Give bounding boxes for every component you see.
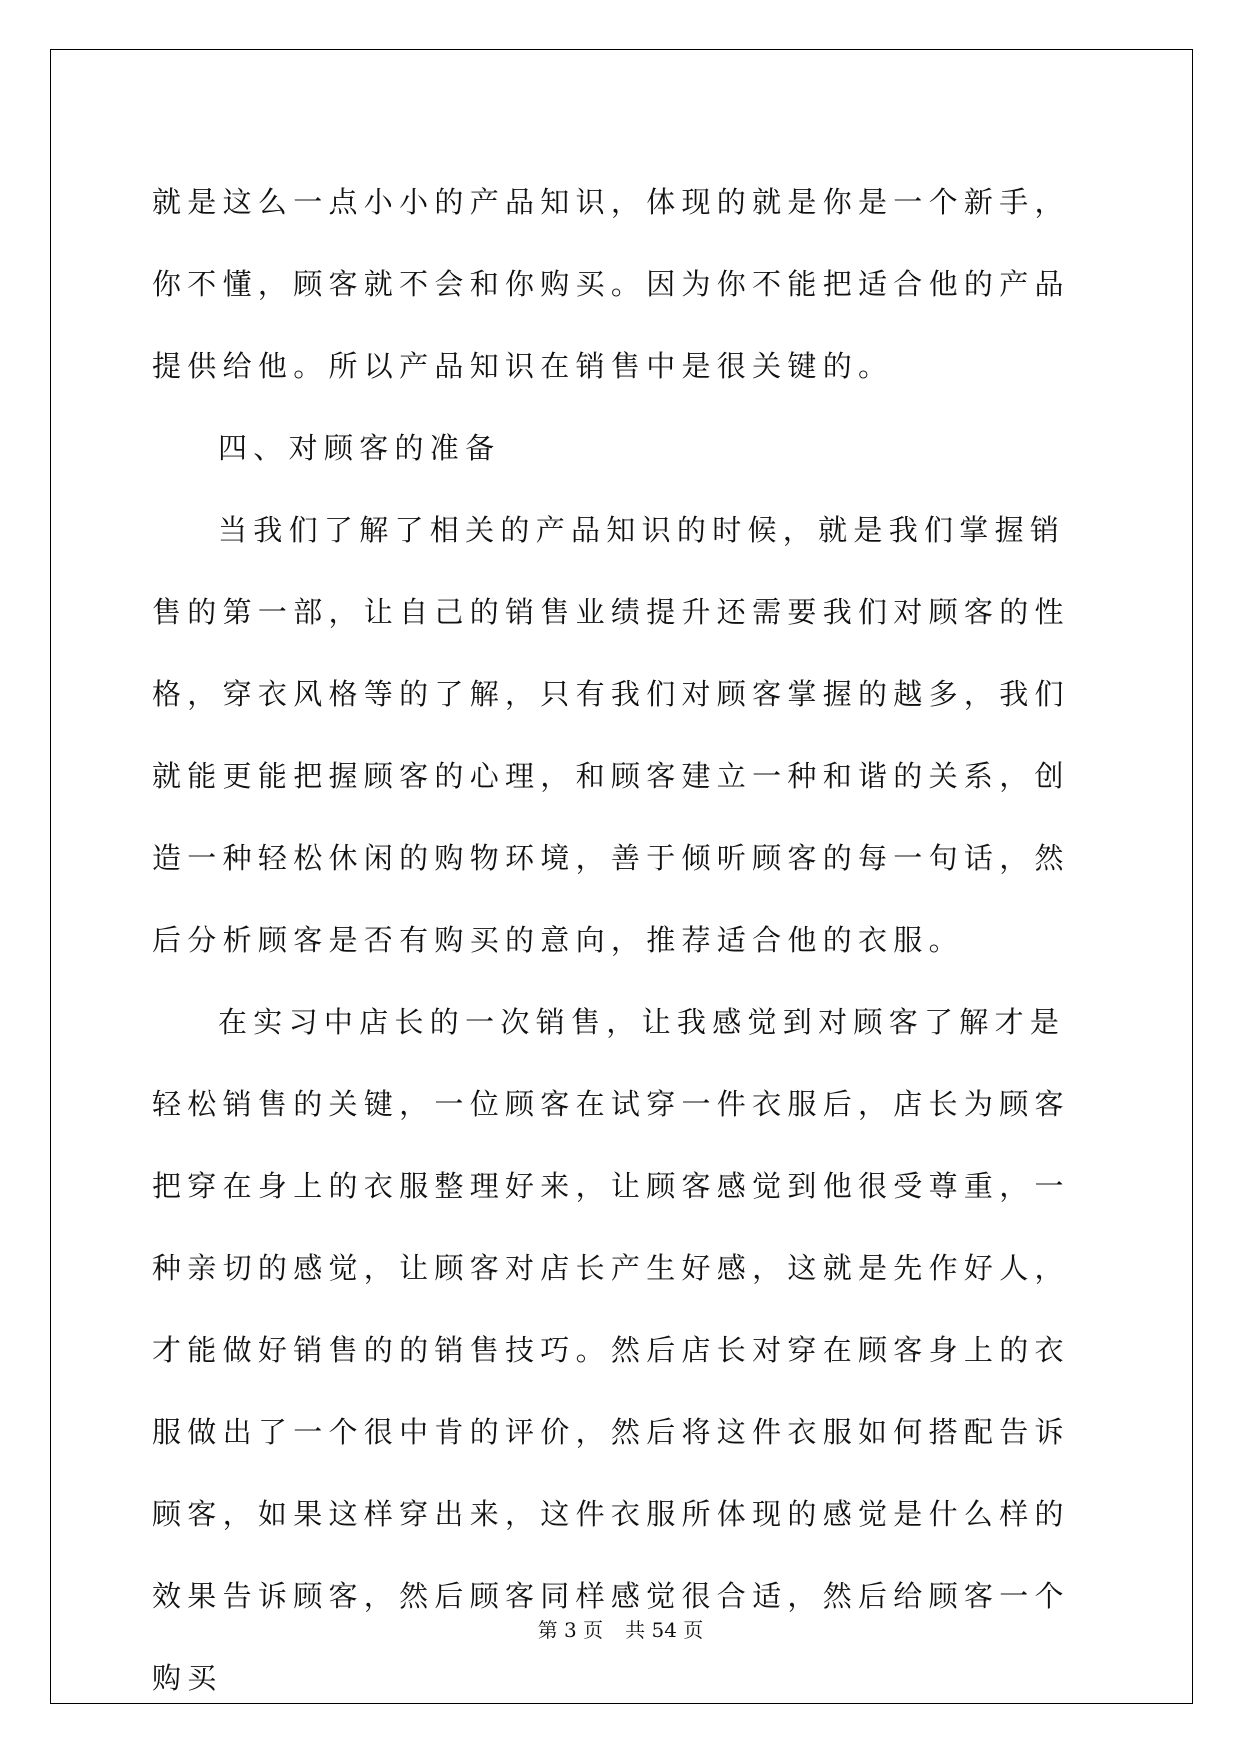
document-body	[152, 161, 1092, 1719]
page-footer	[0, 1614, 1241, 1643]
section-heading: 四、对顾客的准备	[218, 431, 501, 465]
paragraph: 在实习中店长的一次销售，让我感觉到对顾客了解才是轻松销售的关键，一位顾客在试穿一件衣服后，店长为顾客把穿在身上的衣服整理好来，让顾客感觉到他很受尊重，一种亲切的感觉，让顾客对店长产生好感，这就是先作好人，才能做好销售的的销售技巧。然后店长对穿在顾客身上的衣服做出了一个很中肯的评价，然后将这件衣服如何搭配告诉顾客，如果这样穿出来，这件衣服所体现的感觉是什么样的效果告诉顾客，然后顾客同样感觉很合适，然后给顾客一个购买	[152, 1005, 1070, 1695]
total-pages: 共 54 页	[625, 1618, 704, 1642]
paragraph: 当我们了解了相关的产品知识的时候，就是我们掌握销售的第一部，让自己的销售业绩提升还需要我们对顾客的性格，穿衣风格等的了解，只有我们对顾客掌握的越多，我们就能更能把握顾客的心理，和顾客建立一种和谐的关系，创造一种轻松休闲的购物环境，善于倾听顾客的每一句话，然后分析顾客是否有购买的意向，推荐适合他的衣服。	[152, 513, 1070, 957]
page-number: 第 3 页	[537, 1618, 604, 1642]
paragraph-continuation: 就是这么一点小小的产品知识，体现的就是你是一个新手，你不懂，顾客就不会和你购买。因为你不能把适合他的产品提供给他。所以产品知识在销售中是很关键的。	[152, 185, 1070, 383]
